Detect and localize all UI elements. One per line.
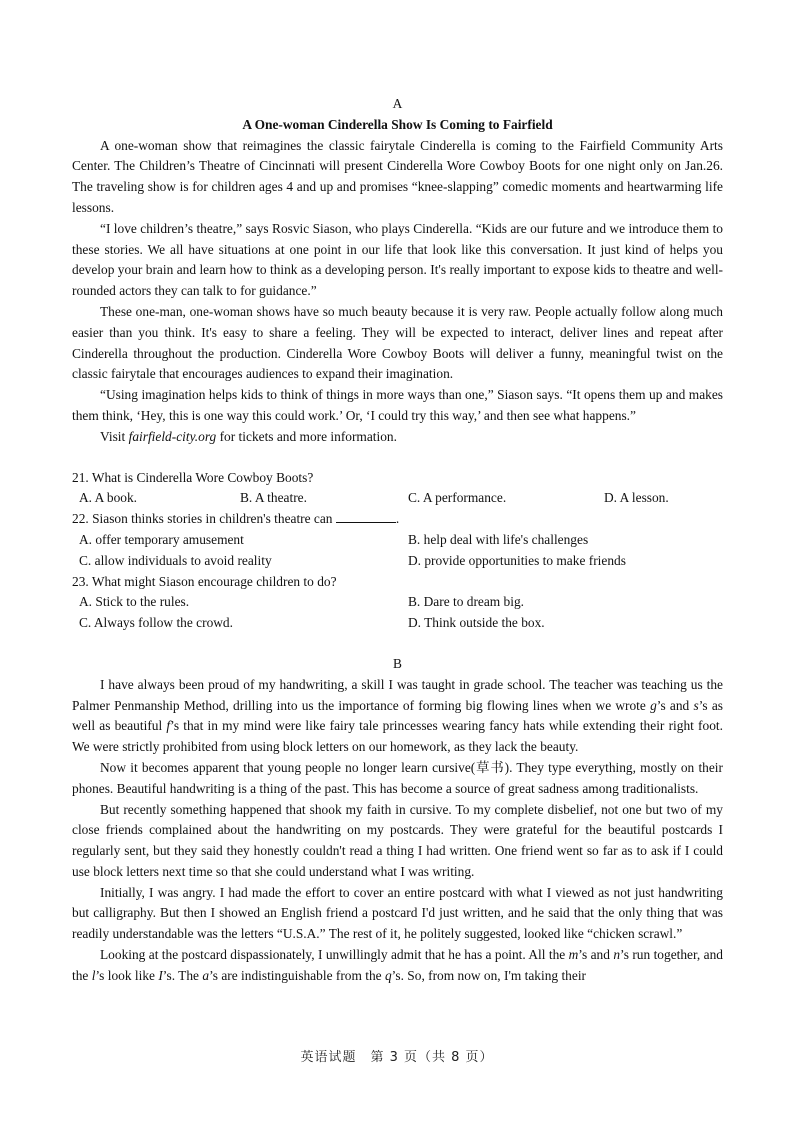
- passage-b-paragraph-5: [72, 945, 723, 987]
- question-21: 21. What is Cinderella Wore Cowboy Boots?: [72, 469, 314, 485]
- text: ’s and: [578, 947, 614, 963]
- option-a: A. A book.: [79, 490, 138, 506]
- question-23-options-row-1: [72, 592, 723, 613]
- italic-letter: f: [166, 718, 171, 734]
- passage-b-paragraph-2: Now it becomes apparent that young people no longer learn cursive(草书). They type everything, mostly on their phones. Beautiful handwriting is a thing of the past. This has become a source of great sadness among traditionalists.: [72, 759, 723, 796]
- option-d: D. Think outside the box.: [408, 615, 545, 631]
- option-b: B. A theatre.: [240, 490, 307, 506]
- text: ’s and: [656, 697, 694, 713]
- passage-a-paragraph-3: These one-man, one-woman shows have so much beauty because it is very raw. People actually follow along much easier than you think. It's easy to share a feeling. They will be expected to interact, deliver lines and repeat after Cinderella throughout the production. Cinderella Wore Cowboy Boots will deliver a funny, meaningful twist on the classic fairytale that encourages audiences to expand their imagination.: [72, 303, 723, 382]
- italic-letter: n: [613, 947, 621, 963]
- text: ’s that in my mind were like fairy tale princesses wearing fancy hats while extending their right foot. We were strictly prohibited from using block letters on our homework, as they lack the beauty.: [72, 718, 723, 755]
- text: ’s. So, from now on, I'm taking their: [391, 967, 586, 983]
- italic-letter: I: [158, 967, 163, 983]
- text: ’s. The: [162, 967, 203, 983]
- passage-b-paragraph-4: Initially, I was angry. I had made the effort to cover an entire postcard with what I viewed as not just handwriting but calligraphy. But then I showed an English friend a postcard I'd just written, and he said that the only thing that was readily understandable was the letters “U.S.A.” The rest of it, he politely suggested, looked like “chicken scrawl.”: [72, 884, 723, 942]
- question-22: [72, 509, 723, 530]
- italic-letter: l: [91, 967, 96, 983]
- italic-letter: a: [202, 967, 210, 983]
- passage-a-paragraph-4: “Using imagination helps kids to think of things in more ways than one,” Siason says. “It opens them up and makes them think, ‘Hey, this is one way this could work.’ Or, ‘I could try this way,’ and then see what happens.”: [72, 387, 723, 423]
- option-a: A. offer temporary amusement: [79, 531, 244, 547]
- question-22-stem: 22. Siason thinks stories in children's theatre can: [72, 511, 336, 527]
- option-c: C. Always follow the crowd.: [79, 615, 233, 631]
- option-d: D. A lesson.: [604, 490, 669, 506]
- question-22-options-row-2: [72, 551, 723, 572]
- passage-b-paragraph-3: But recently something happened that shook my faith in cursive. To my complete disbelief, not one but two of my close friends complained about the handwriting on my postcards. They were grateful for the beautiful postcards I regularly sent, but they said they honestly couldn't read a thing I had written. One friend went so far as to ask if I could use block letters next time so that she could understand what I was writing.: [72, 801, 723, 879]
- text: ’s run together, and the: [72, 947, 723, 983]
- italic-letter: s: [693, 697, 699, 713]
- question-23-options-row-2: [72, 613, 723, 634]
- option-d: D. provide opportunities to make friends: [408, 552, 626, 568]
- question-22-options-row-1: [72, 530, 723, 551]
- italic-letter: m: [568, 947, 579, 963]
- text: I have always been proud of my handwriting, a skill I was taught in grade school. The teacher was teaching us the Palmer Penmanship Method, drilling into us the importance of forming big flowing lines when we wrote: [72, 676, 723, 713]
- italic-letter: q: [384, 967, 392, 983]
- answer-blank: [336, 510, 396, 523]
- text: ’s look like: [95, 967, 159, 983]
- option-b: B. Dare to dream big.: [408, 594, 525, 610]
- passage-a-paragraph-1: A one-woman show that reimagines the classic fairytale Cinderella is coming to the Fairfield Community Arts Center. The Children’s Theatre of Cincinnati will present Cinderella Wore Cowboy Boots for one night only on Jan.26. The traveling show is for children ages 4 and up and promises “knee-slapping” comedic moments and heartwarming life lessons.: [72, 137, 723, 215]
- italic-letter: g: [650, 697, 657, 713]
- text: ’s are indistinguishable from the: [209, 967, 385, 983]
- section-b-label: B: [393, 655, 402, 671]
- passage-a-paragraph-2: “I love children’s theatre,” says Rosvic Siason, who plays Cinderella. “Kids are our future and we introduce them to these stories. We all have situations at one point in our life that look like this conversation. It just kind of helps you develop your brain and learn how to think as a developing person. It's really important to expose kids to theatre and well-rounded actors they can talk to for guidance.”: [72, 220, 723, 299]
- option-c: C. allow individuals to avoid reality: [79, 552, 272, 568]
- website-link: fairfield-city.org: [128, 428, 217, 444]
- passage-a-visit-line: [72, 427, 723, 448]
- passage-a-title: A One-woman Cinderella Show Is Coming to Fairfield: [242, 116, 553, 132]
- visit-prefix: Visit: [100, 428, 129, 444]
- text: Looking at the postcard dispassionately, I unwillingly admit that he has a point. All the: [100, 947, 569, 963]
- option-b: B. help deal with life's challenges: [408, 531, 589, 547]
- exam-page: [72, 94, 723, 987]
- question-21-options: [72, 488, 723, 509]
- visit-suffix: for tickets and more information.: [216, 428, 397, 444]
- question-22-end: .: [395, 511, 400, 527]
- option-c: C. A performance.: [408, 490, 507, 506]
- page-footer: 英语试题 第 3 页（共 8 页）: [300, 1050, 494, 1065]
- question-23: 23. What might Siason encourage children to do?: [72, 573, 337, 589]
- option-a: A. Stick to the rules.: [79, 594, 190, 610]
- section-a-label: A: [392, 96, 403, 111]
- text: ’s as well as beautiful: [72, 697, 723, 734]
- passage-b-paragraph-1: [72, 675, 723, 758]
